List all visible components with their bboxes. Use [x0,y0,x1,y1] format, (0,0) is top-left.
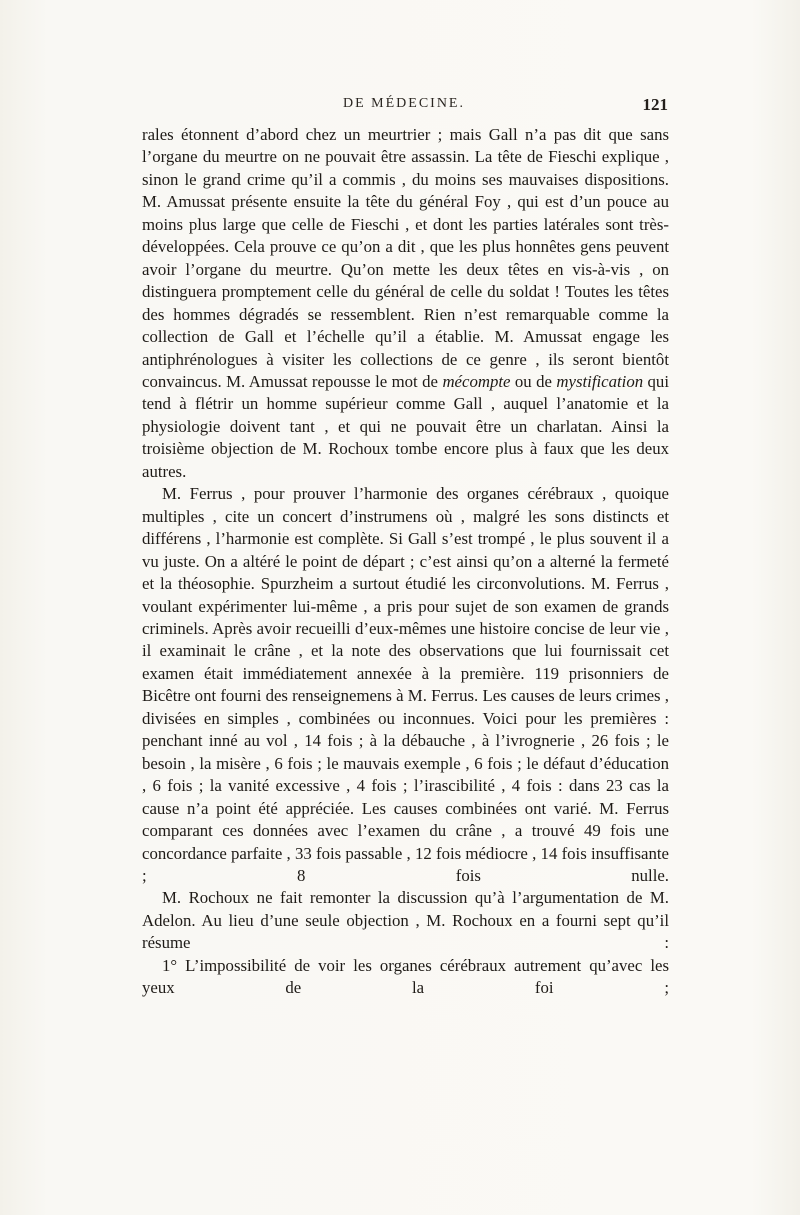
italic-term-mecompte: mécompte [442,371,511,391]
paragraph-3 [142,887,669,954]
paragraph-4 [142,955,669,1000]
text-run: rales étonnent d’abord chez un meurtrier ; mais Gall n’a pas dit que sans l’organe du meurtre on ne pouvait être assassin. La tête de Fieschi explique , sinon le grand crime qu’il a commis , du moins ses mauvaises dispositions. M. Amussat présente ensuite la tête du général Foy , qui est d’un pouce au moins plus large que celle de Fieschi , et dont les parties latérales sont très-développées. Cela prouve ce qu’on a dit , que les plus honnêtes gens peuvent avoir l’organe du meurtre. Qu’on mette les deux têtes en vis-à-vis , on distinguera promptement celle du général de celle du soldat ! Toutes les têtes des hommes dégradés se ressemblent. Rien n’est remarquable comme la collection de Gall et l’échelle qu’il a établie. M. Amussat engage les antiphrénologues à visiter les collections de ce genre , ils seront bientôt convaincus. M. Amussat repousse le mot de [142,125,669,391]
text-run: qui tend à flétrir un homme supérieur comme Gall , auquel l’anatomie et la physiologie doivent tant , et qui ne pouvait être un charlatan. Ainsi la troisième objection de M. Rochoux tombe encore plus à faux que les deux autres. [142,371,669,481]
text-run: ou de [510,371,557,391]
running-head: DE MÉDECINE. [343,96,465,111]
italic-term-mystification: mystification [556,371,644,391]
page-header [140,96,668,118]
paragraph-1 [142,124,669,483]
body-text [142,124,669,1000]
page-number: 121 [642,95,668,114]
text-run: M. Rochoux ne fait remonter la discussion qu’à l’argumentation de M. Adelon. Au lieu d’une seule objection , M. Rochoux en a fourni sept qu’il résume : [142,888,669,953]
paragraph-2 [142,483,669,887]
text-run: 1° L’impossibilité de voir les organes cérébraux autrement qu’avec les yeux de la foi ; [142,955,669,998]
text-run: M. Ferrus , pour prouver l’harmonie des organes cérébraux , quoique multiples , cite un concert d’instrumens où , malgré les sons distincts et différens , l’harmonie est complète. Si Gall s’est trompé , le plus souvent il a vu juste. On a altéré le point de départ ; c’est ainsi qu’on a alterné la fermeté et la théosophie. Spurzheim a surtout étudié les circonvolutions. M. Ferrus , voulant expérimenter lui-même , a pris pour sujet de son examen de grands criminels. Après avoir recueilli d’eux-mêmes une histoire concise de leur vie , il examinait le crâne , et la note des observations que lui fournissait cet examen était immédiatement annexée à la première. 119 prisonniers de Bicêtre ont fourni des renseignemens à M. Ferrus. Les causes de leurs crimes , divisées en simples , combinées ou inconnues. Voici pour les premières : penchant inné au vol , 14 fois ; à la débauche , à l’ivrognerie , 26 fois ; le besoin , la misère , 6 fois ; le mauvais exemple , 6 fois ; le défaut d’éducation , 6 fois ; la vanité excessive , 4 fois ; l’irascibilité , 4 fois : dans 23 cas la cause n’a point été appréciée. Les causes combinées ont varié. M. Ferrus comparant ces données avec l’examen du crâne , a trouvé 49 fois une concordance parfaite , 33 fois passable , 12 fois médiocre , 14 fois insuffisante ; 8 fois nulle. [142,484,669,885]
